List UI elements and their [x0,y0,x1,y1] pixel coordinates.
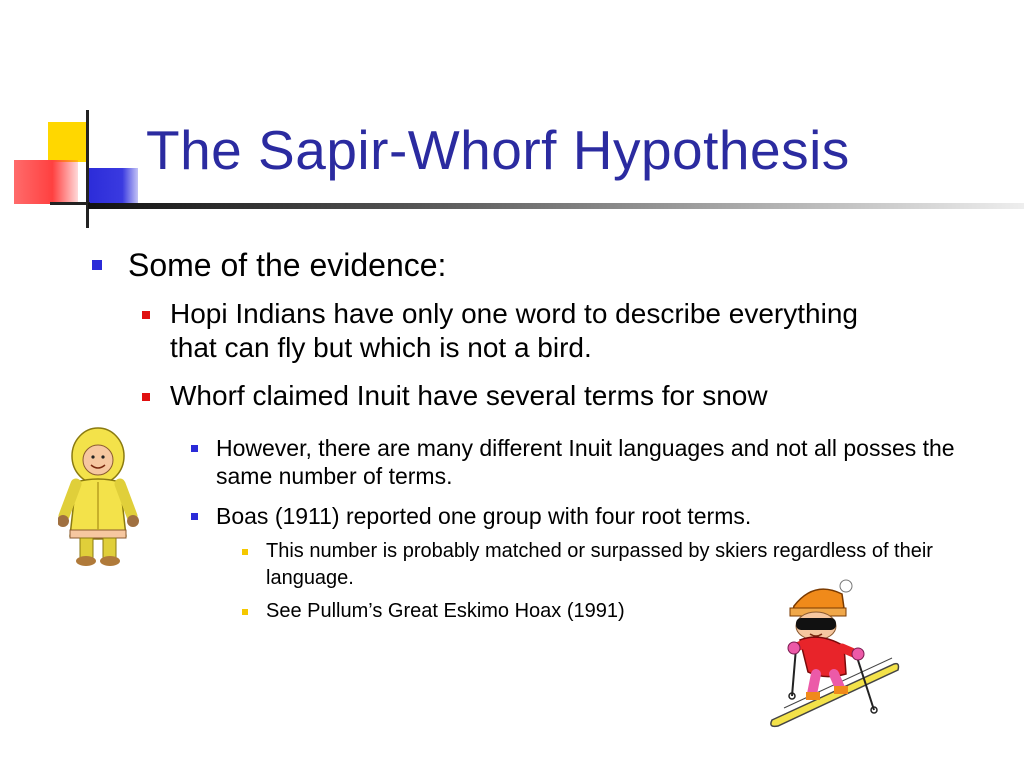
slide-title: The Sapir-Whorf Hypothesis [146,119,850,181]
bullet-level2 [142,297,902,365]
bullet-marker [142,311,150,319]
bullet-text: Boas (1911) reported one group with four root terms. [216,503,752,529]
eskimo-clipart [58,424,140,566]
bullet-marker [242,549,248,555]
blue-square [86,168,138,208]
title-ornament [0,100,160,230]
bullet-marker [242,609,248,615]
bullet-marker [191,445,198,452]
ornament-vertical-line [86,110,89,228]
bullet-text: This number is probably matched or surpassed by skiers regardless of their language. [266,540,933,589]
ornament-horizontal-line [50,202,90,205]
bullet-level4 [242,598,802,625]
bullet-level3 [191,502,981,530]
bullet-text: Whorf claimed Inuit have several terms for snow [170,380,768,411]
bullet-level3 [191,434,981,490]
red-square [14,160,78,204]
yellow-square [48,122,88,162]
bullet-marker [142,393,150,401]
bullet-text: Hopi Indians have only one word to describe everything that can fly but which is not a bird. [170,298,858,363]
bullet-text: See Pullum’s Great Eskimo Hoax (1991) [266,600,625,622]
bullet-marker [92,260,102,270]
bullet-text: Some of the evidence: [128,247,447,283]
bullet-marker [191,513,198,520]
bullet-text: However, there are many different Inuit languages and not all posses the same number of terms. [216,435,955,489]
title-rule [88,203,1024,209]
bullet-level2 [142,379,982,413]
bullet-level1 [92,246,972,284]
skier-clipart [764,574,904,734]
